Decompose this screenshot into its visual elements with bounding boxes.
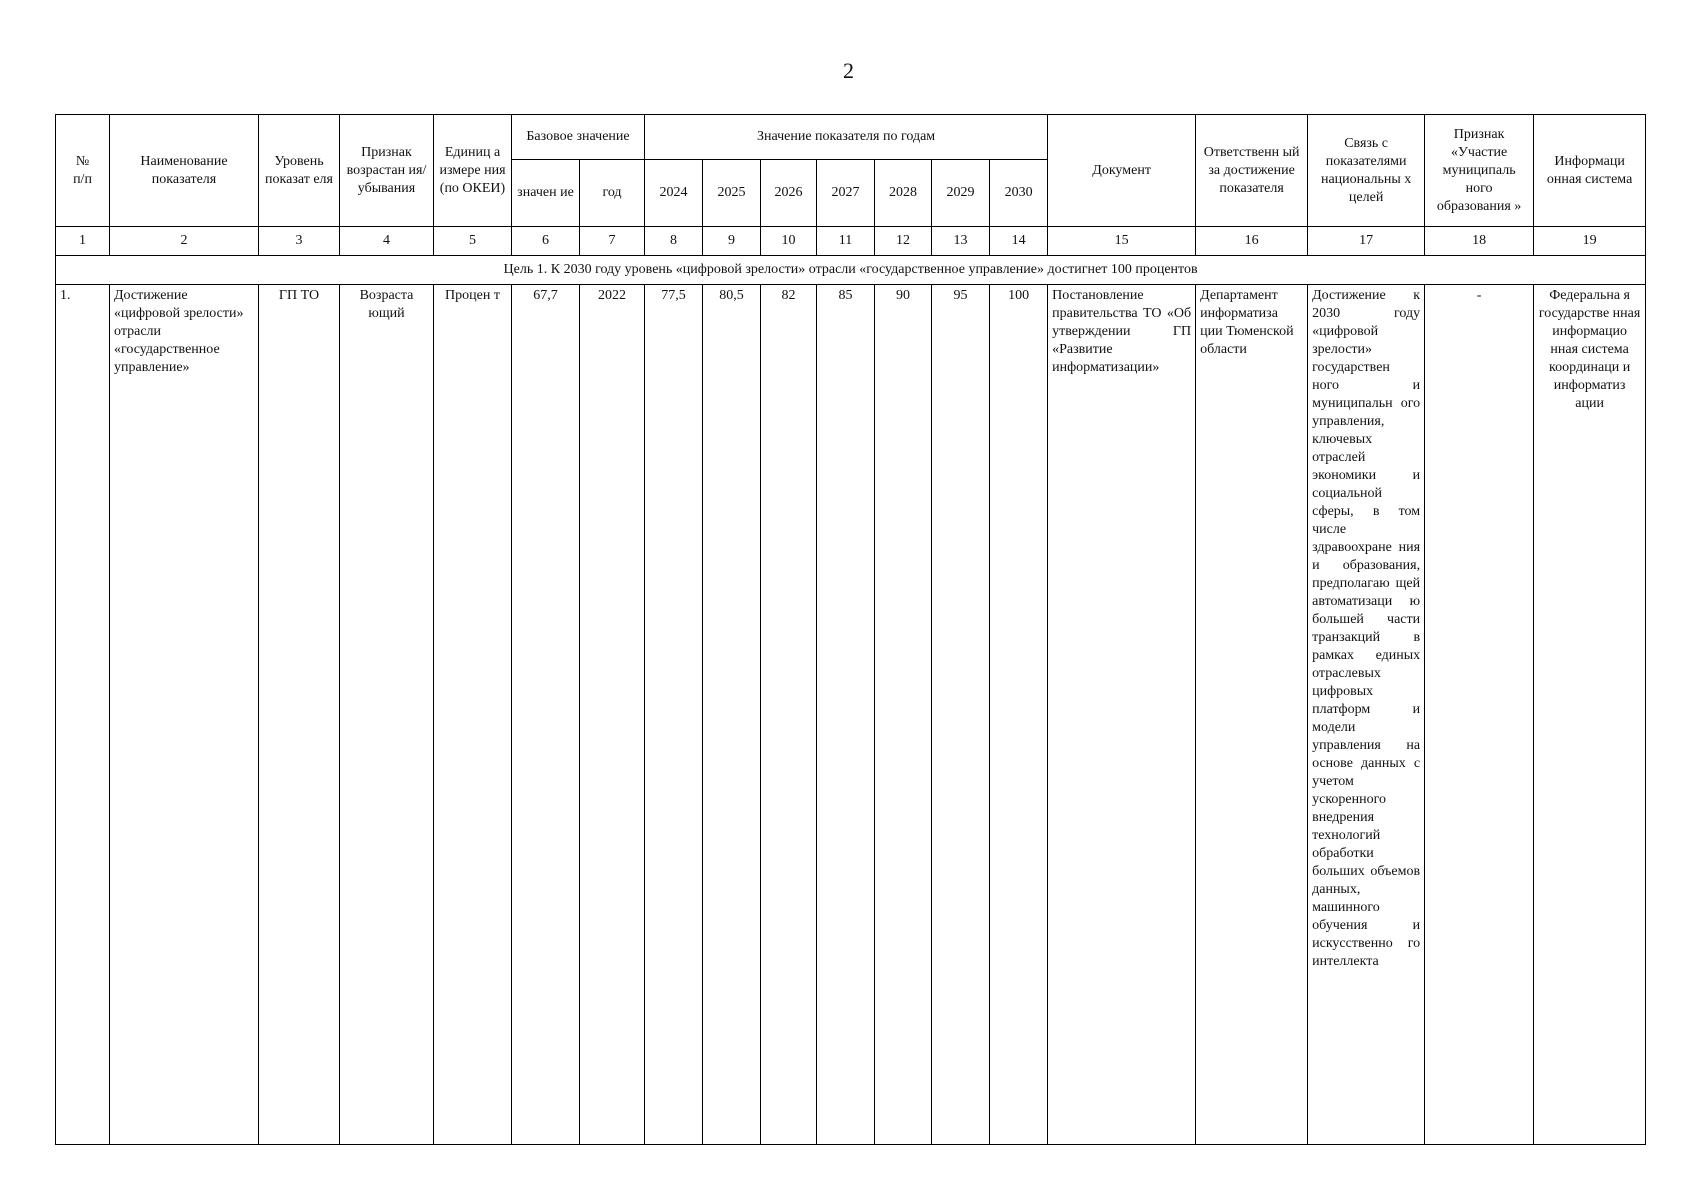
column-number: 8 [645, 227, 703, 256]
row-number: 1. [56, 285, 110, 1145]
header-responsible: Ответственн ый за достижение показателя [1196, 115, 1308, 227]
unit: Процен т [434, 285, 512, 1145]
header-year-2026: 2026 [761, 160, 817, 227]
header-base-value-group: Базовое значение [512, 115, 645, 160]
column-number: 12 [875, 227, 932, 256]
header-year-2024: 2024 [645, 160, 703, 227]
goal-row [56, 256, 1646, 285]
column-numbers-row [56, 227, 1646, 256]
indicator-name: Достижение «цифровой зрелости» отрасли «государственное управление» [110, 285, 259, 1145]
header-national-goals-link: Связь с показателями национальны х целей [1308, 115, 1425, 227]
value-2030: 100 [990, 285, 1048, 1145]
column-number: 2 [110, 227, 259, 256]
column-number: 15 [1048, 227, 1196, 256]
municipal-participation: - [1425, 285, 1534, 1145]
header-year-2030: 2030 [990, 160, 1048, 227]
header-information-system: Информаци онная система [1534, 115, 1646, 227]
goal-text: Цель 1. К 2030 году уровень «цифровой зрелости» отрасли «государственное управление» достигнет 100 процентов [56, 256, 1646, 285]
value-2026: 82 [761, 285, 817, 1145]
header-document: Документ [1048, 115, 1196, 227]
column-number: 19 [1534, 227, 1646, 256]
base-year: 2022 [580, 285, 645, 1145]
header-base-year: год [580, 160, 645, 227]
column-number: 6 [512, 227, 580, 256]
national-goals-link: Достижение к 2030 году «цифровой зрелости» государствен ного и муниципальн ого управления, ключевых отраслей экономики и социальной сферы, в том числе здравоохране ния и образования, предполагаю щей автоматизаци ю большей части транзакций в рамках единых отраслевых цифровых платформ и модели управления на основе данных с учетом ускоренного внедрения технологий обработки больших объемов данных, машинного обучения и искусственно го интеллекта [1308, 285, 1425, 1145]
indicator-level: ГП ТО [259, 285, 340, 1145]
column-number: 17 [1308, 227, 1425, 256]
column-number: 3 [259, 227, 340, 256]
value-2029: 95 [932, 285, 990, 1145]
column-number: 14 [990, 227, 1048, 256]
header-indicator-level: Уровень показат еля [259, 115, 340, 227]
header-year-2029: 2029 [932, 160, 990, 227]
value-2025: 80,5 [703, 285, 761, 1145]
column-number: 18 [1425, 227, 1534, 256]
base-value: 67,7 [512, 285, 580, 1145]
column-number: 11 [817, 227, 875, 256]
header-base-value: значен ие [512, 160, 580, 227]
table-row [56, 285, 1646, 1145]
column-number: 16 [1196, 227, 1308, 256]
value-2024: 77,5 [645, 285, 703, 1145]
column-number: 10 [761, 227, 817, 256]
indicators-table [55, 114, 1646, 1145]
header-number: № п/п [56, 115, 110, 227]
header-municipal-participation: Признак «Участие муниципаль ного образования » [1425, 115, 1534, 227]
column-number: 5 [434, 227, 512, 256]
header-year-2025: 2025 [703, 160, 761, 227]
column-number: 13 [932, 227, 990, 256]
trend-sign: Возраста ющий [340, 285, 434, 1145]
column-number: 4 [340, 227, 434, 256]
header-year-2028: 2028 [875, 160, 932, 227]
value-2028: 90 [875, 285, 932, 1145]
column-number: 7 [580, 227, 645, 256]
document: Постановление правительства ТО «Об утверждении ГП «Развитие информатизации» [1048, 285, 1196, 1145]
header-years-group: Значение показателя по годам [645, 115, 1048, 160]
column-number: 9 [703, 227, 761, 256]
responsible: Департамент информатиза ции Тюменской области [1196, 285, 1308, 1145]
page-number: 2 [843, 58, 854, 83]
column-number: 1 [56, 227, 110, 256]
header-trend-sign: Признак возрастан ия/ убывания [340, 115, 434, 227]
header-year-2027: 2027 [817, 160, 875, 227]
value-2027: 85 [817, 285, 875, 1145]
header-indicator-name: Наименование показателя [110, 115, 259, 227]
information-system: Федеральна я государстве нная информацио нная система координаци и информатиз ации [1534, 285, 1646, 1145]
header-unit: Единиц а измере ния (по ОКЕИ) [434, 115, 512, 227]
